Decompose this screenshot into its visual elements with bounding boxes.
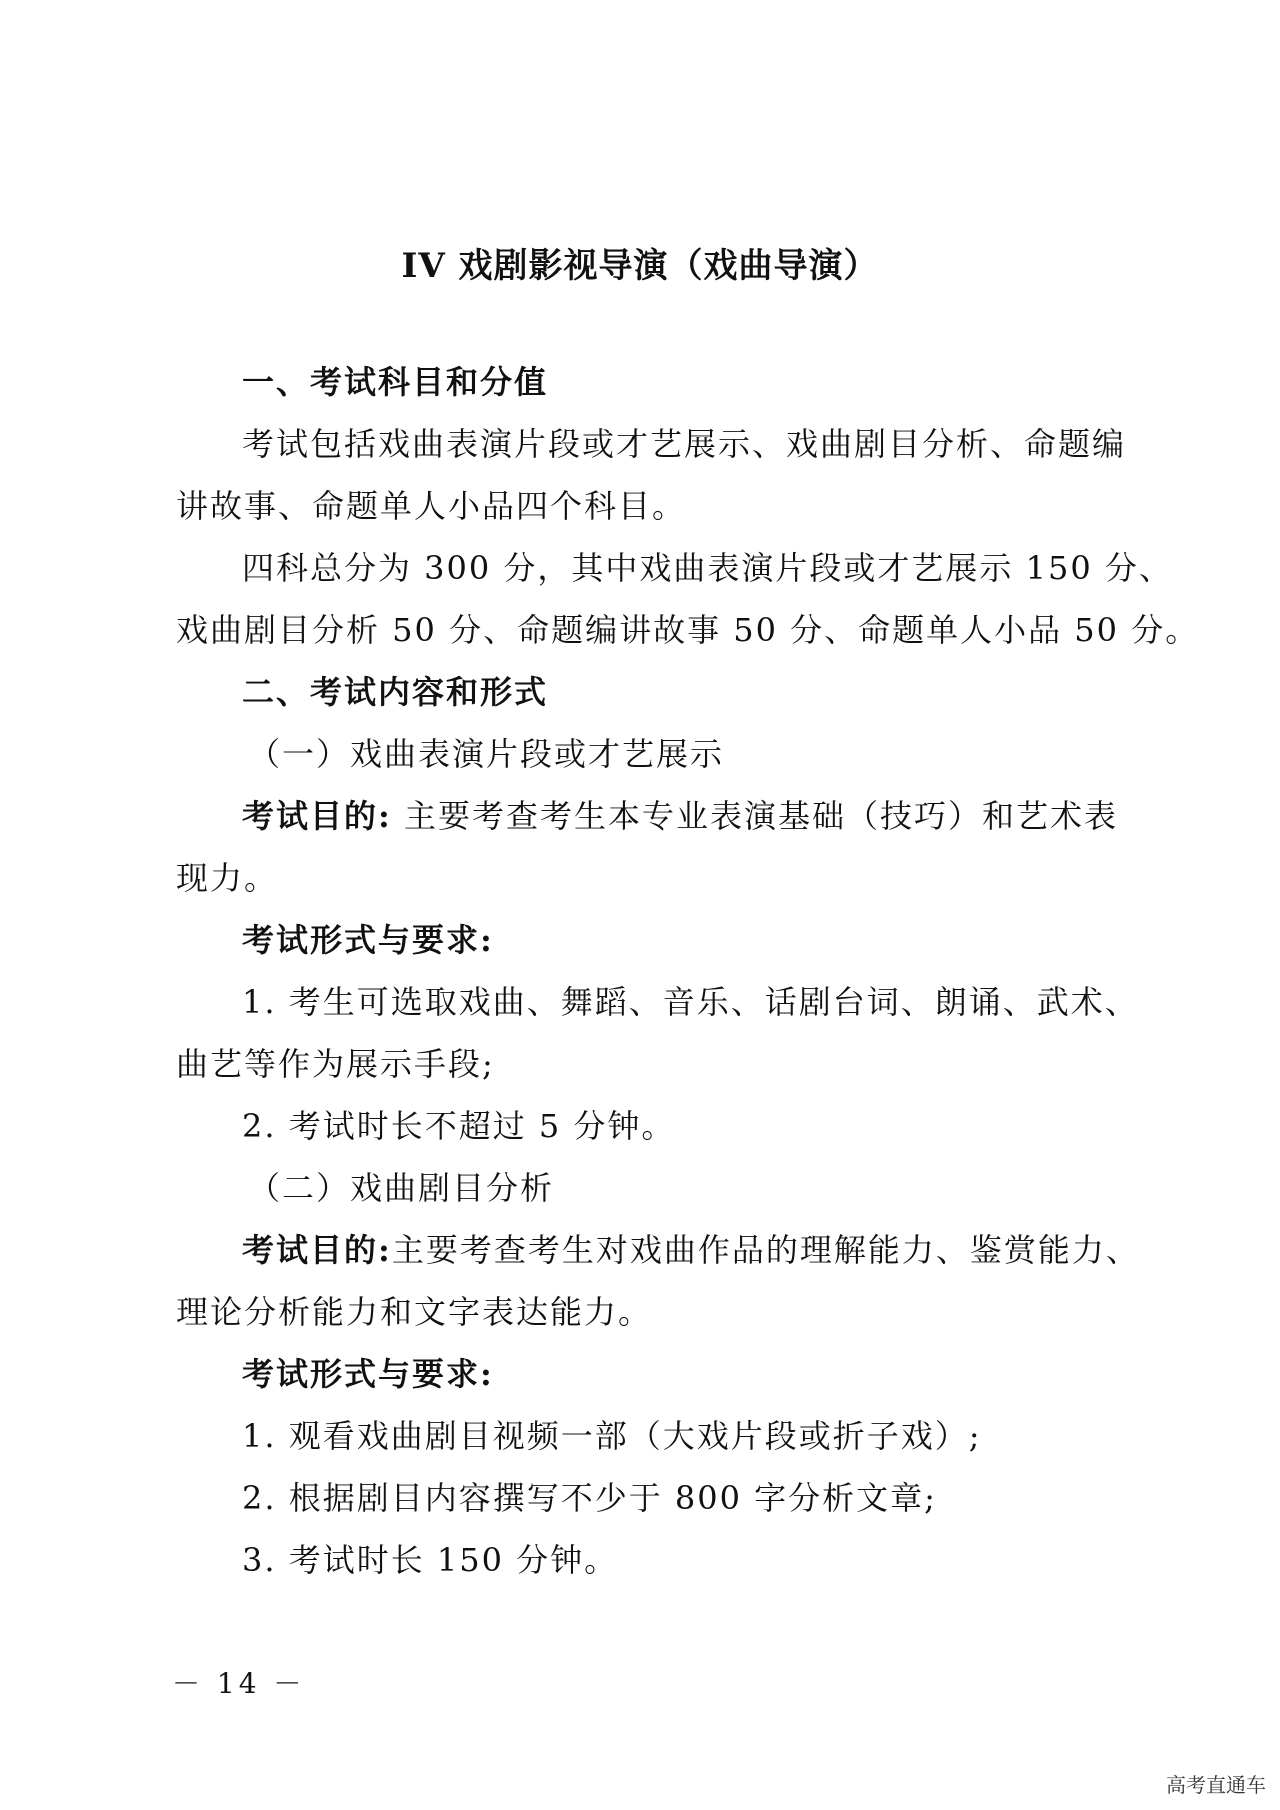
purpose-paragraph [242, 796, 1118, 836]
paragraph-line: 考试包括戏曲表演片段或才艺展示、戏曲剧目分析、命题编 [242, 425, 1127, 463]
watermark-text: 高考直通车 [1166, 1773, 1266, 1797]
subsection-title: （二）戏曲剧目分析 [248, 1169, 555, 1207]
purpose-paragraph [242, 1230, 1140, 1270]
purpose-label: 考试目的: [242, 797, 392, 835]
form-label: 考试形式与要求: [242, 921, 494, 959]
paragraph-line: 戏曲剧目分析 50 分、命题编讲故事 50 分、命题单人小品 50 分。 [176, 611, 1200, 649]
section-heading-content: 二、考试内容和形式 [242, 673, 549, 711]
purpose-label: 考试目的: [242, 1231, 392, 1269]
purpose-text: 主要考查考生对戏曲作品的理解能力、鉴赏能力、 [391, 1231, 1140, 1269]
list-item: 1. 考生可选取戏曲、舞蹈、音乐、话剧台词、朗诵、武术、 [242, 983, 1139, 1021]
subsection-title: （一）戏曲表演片段或才艺展示 [248, 735, 725, 773]
form-label: 考试形式与要求: [242, 1355, 494, 1393]
paragraph-line: 现力。 [176, 859, 279, 897]
page-title: IV 戏剧影视导演（戏曲导演） [401, 246, 879, 286]
list-item-continuation: 曲艺等作为展示手段; [176, 1045, 495, 1083]
list-item: 3. 考试时长 150 分钟。 [242, 1541, 619, 1579]
list-item: 1. 观看戏曲剧目视频一部（大戏片段或折子戏）; [242, 1417, 982, 1455]
paragraph-line: 四科总分为 300 分，其中戏曲表演片段或才艺展示 150 分、 [242, 549, 1173, 587]
paragraph-line: 理论分析能力和文字表达能力。 [176, 1293, 653, 1331]
purpose-text: 主要考查考生本专业表演基础（技巧）和艺术表 [391, 797, 1119, 835]
list-item: 2. 考试时长不超过 5 分钟。 [242, 1107, 676, 1145]
section-heading-subjects: 一、考试科目和分值 [242, 363, 549, 401]
page-number: － 14 － [172, 1667, 306, 1700]
list-item: 2. 根据剧目内容撰写不少于 800 字分析文章; [242, 1479, 937, 1517]
paragraph-line: 讲故事、命题单人小品四个科目。 [176, 487, 687, 525]
